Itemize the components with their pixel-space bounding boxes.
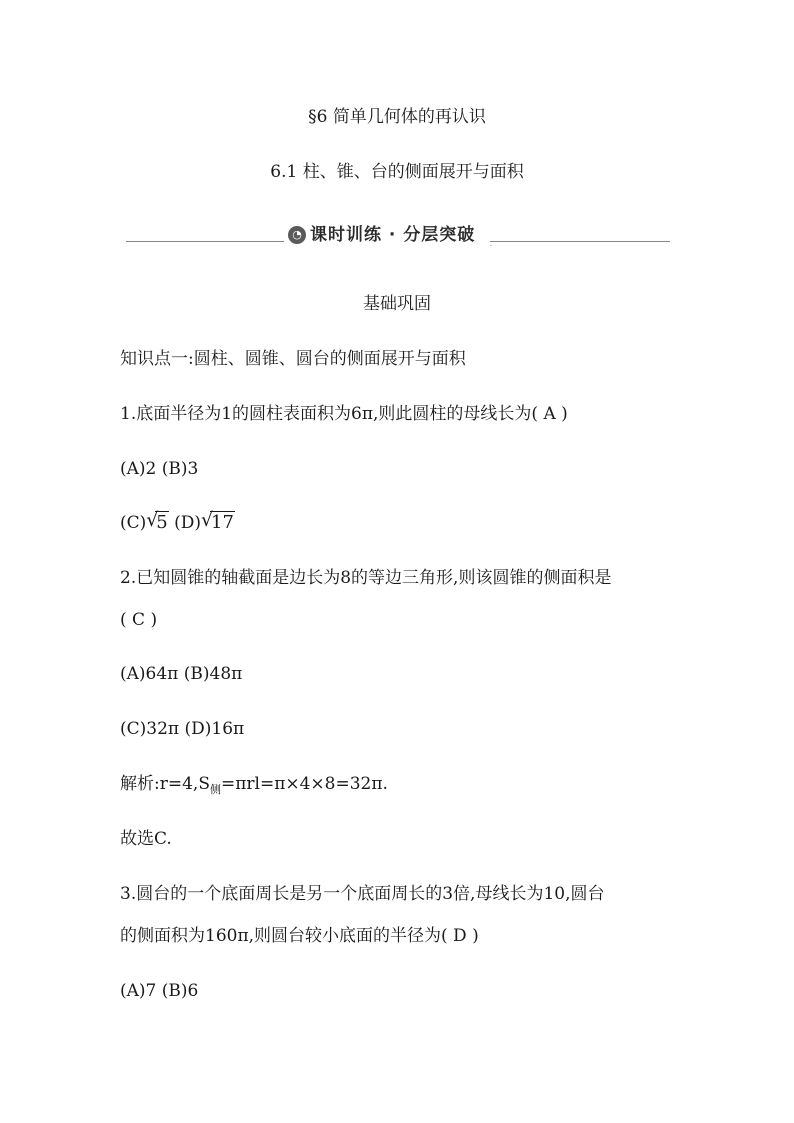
question-2-options-cd: (C)32π (D)16π xyxy=(120,719,245,739)
knowledge-point-heading: 知识点一:圆柱、圆锥、圆台的侧面展开与面积 xyxy=(120,349,466,369)
banner-label: 课时训练 · 分层突破 xyxy=(310,225,476,245)
section-title: §6 简单几何体的再认识 xyxy=(308,107,486,127)
level-heading: 基础巩固 xyxy=(363,294,431,314)
question-1-stem: 1.底面半径为1的圆柱表面积为6π,则此圆柱的母线长为( A ) xyxy=(120,404,568,424)
question-2-stem-line-1: 2.已知圆锥的轴截面是边长为8的等边三角形,则该圆锥的侧面积是 xyxy=(120,568,612,588)
question-3-stem-line-2: 的侧面积为160π,则圆台较小底面的半径为( D ) xyxy=(120,926,479,946)
option-c-label: (C) xyxy=(120,513,147,533)
option-d-label: (D) xyxy=(168,513,202,533)
question-1-options-cd xyxy=(120,509,235,533)
question-2-stem-line-2: ( C ) xyxy=(120,610,158,630)
question-3-options-ab: (A)7 (B)6 xyxy=(120,981,199,1001)
question-2-conclusion: 故选C. xyxy=(120,829,172,849)
subsection-title: 6.1 柱、锥、台的侧面展开与面积 xyxy=(270,162,524,182)
banner-badge-icon: ◔ xyxy=(288,226,306,244)
question-2-solution: 解析$:r=4,S_侧=\pi rl=\pi\times 4\times 8=32\pi$. xyxy=(120,774,388,796)
sqrt-5: √ 5 xyxy=(146,509,168,533)
question-1-options-ab: (A)2 (B)3 xyxy=(120,459,199,479)
sqrt-17: √ 17 xyxy=(201,509,234,533)
exercise-banner xyxy=(126,224,670,248)
question-2-options-ab: (A)64π (B)48π xyxy=(120,664,243,684)
question-3-stem-line-1: 3.圆台的一个底面周长是另一个底面周长的3倍,母线长为10,圆台 xyxy=(120,884,605,904)
